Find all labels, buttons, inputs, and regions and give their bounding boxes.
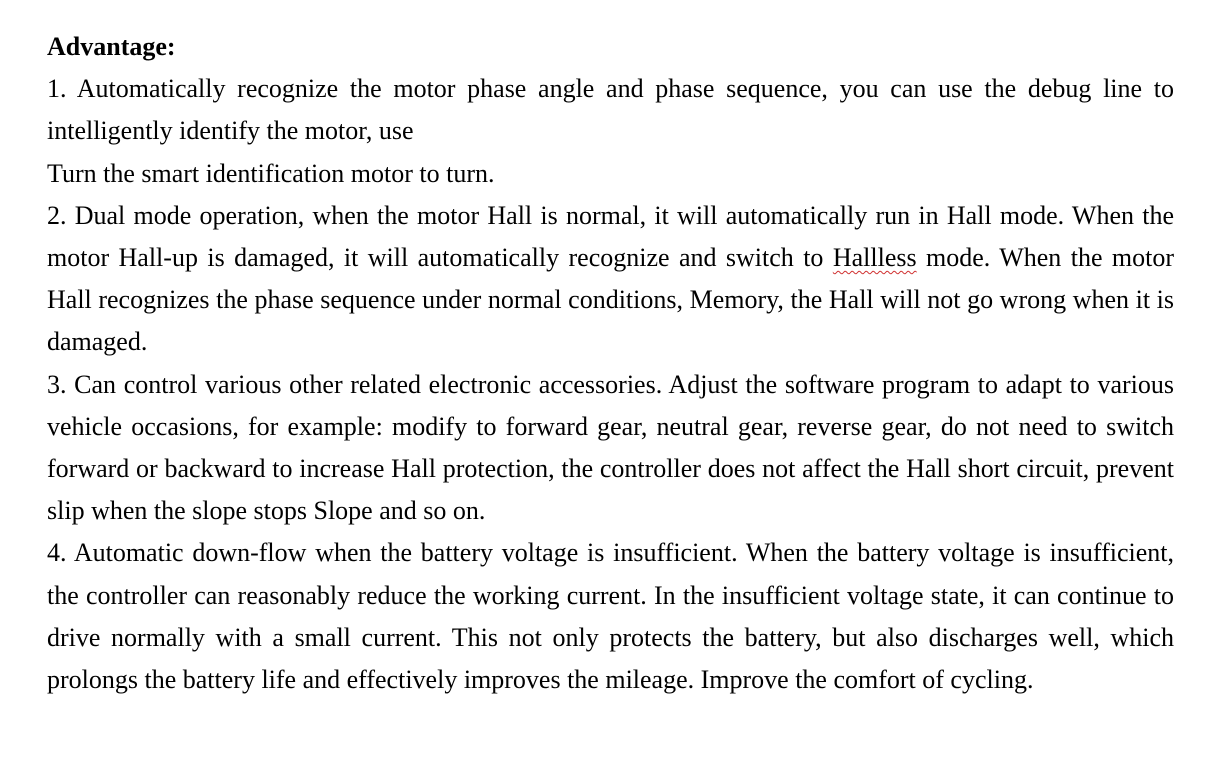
paragraph-1 — [47, 68, 1174, 152]
paragraph-3: 3. Can control various other related electronic accessories. Adjust the software program to adapt to various vehicle occasions, for example: modify to forward gear, neutral gear, reverse gear, do not need to switch forward or backward to increase Hall protection, the controller does not affect the Hall short circuit, prevent slip when the slope stops Slope and so on. — [47, 369, 1174, 526]
paragraph-2-text-end: mode. When the motor Hall recognizes the phase sequence under normal conditions, Memory, the Hall will not go wrong when it is damaged. — [47, 243, 1175, 357]
document-body — [47, 26, 1174, 701]
spellcheck-flagged-word: Hallless — [832, 243, 917, 273]
paragraph-1-line-2: Turn the smart identification motor to turn. — [47, 158, 495, 188]
paragraph-1-line-1: 1. Automatically recognize the motor phase angle and phase sequence, you can use the debug line to intelligently identify the motor, use — [47, 74, 1174, 146]
paragraph-2-text-start: 2. Dual mode operation, when the motor Hall is normal, it will automatically run in Hall mode. When the motor Hall-up is damaged, it will automatically recognize and switch to — [47, 200, 1174, 273]
paragraph-4: 4. Automatic down-flow when the battery voltage is insufficient. When the battery voltage is insufficient, the controller can reasonably reduce the working current. In the insufficient voltage state, it can continue to drive normally with a small current. This not only protects the battery, but also discharges well, which prolongs the battery life and effectively improves the mileage. Improve the comfort of cycling. — [47, 538, 1174, 695]
paragraph-1-continuation — [47, 153, 1174, 195]
heading-advantage: Advantage: — [47, 32, 176, 61]
paragraph-2 — [47, 195, 1174, 364]
